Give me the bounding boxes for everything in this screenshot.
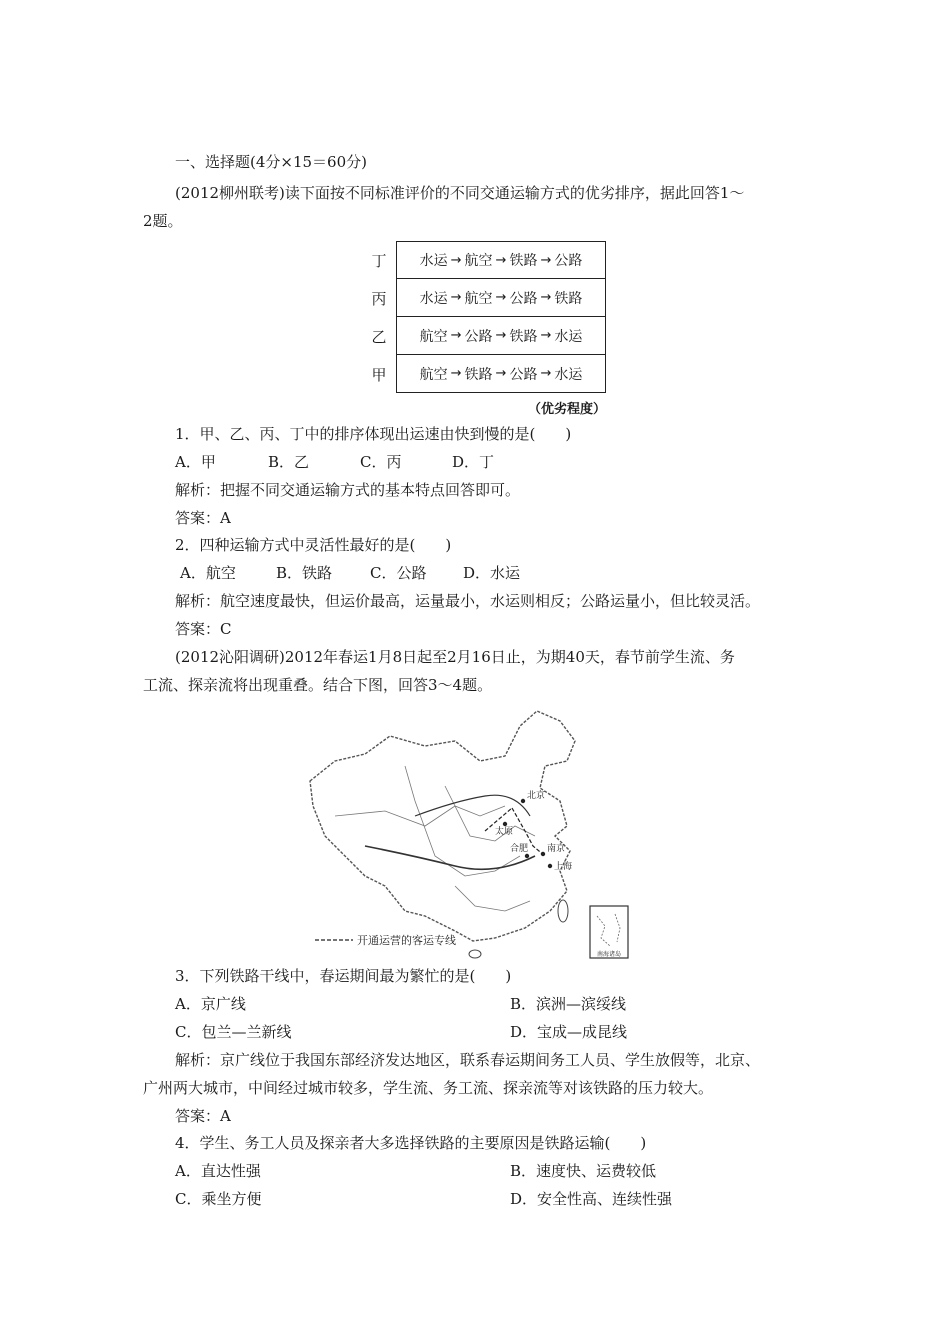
china-map-figure: [305, 706, 635, 961]
intro2-line1: (2012沁阳调研)2012年春运1月8日起至2月16日止，为期40天，春节前学生流、务: [175, 648, 735, 666]
right-arrow-icon: →: [540, 252, 552, 268]
q3-analysis-line1: 解析：京广线位于我国东部经济发达地区，联系春运期间务工人员、学生放假等，北京、: [175, 1051, 761, 1069]
map-legend: 开通运营的客运专线: [357, 934, 456, 947]
intro2-line2: 工流、探亲流将出现重叠。结合下图，回答3～4题。: [143, 676, 493, 694]
q4-option-d: D．安全性高、连续性强: [510, 1190, 673, 1208]
q4-option-b: B．速度快、运费较低: [510, 1162, 657, 1180]
ranking-item: 铁路: [509, 328, 538, 345]
q1-option-c: C．丙: [360, 453, 402, 471]
section-title: 一、选择题(4分×15＝60分): [175, 153, 367, 171]
ranking-row-label: 乙: [371, 328, 387, 346]
ranking-item: 铁路: [554, 290, 583, 307]
q2-option-a: A．航空: [180, 564, 236, 582]
q2-answer: 答案：C: [175, 620, 232, 638]
ranking-caption: （优劣程度）: [528, 402, 607, 417]
inset-label: 南海诸岛: [596, 951, 622, 958]
q1-option-a: A．甲: [175, 453, 216, 471]
q1-option-d: D．丁: [452, 453, 495, 471]
right-arrow-icon: →: [450, 366, 462, 381]
right-arrow-icon: →: [450, 328, 462, 343]
city-label: 北京: [527, 791, 546, 801]
ranking-item: 水运: [554, 366, 583, 383]
q2-stem: 2．四种运输方式中灵活性最好的是( ): [175, 536, 452, 554]
city-label: 上海: [554, 862, 573, 872]
right-arrow-icon: →: [450, 252, 462, 268]
ranking-item: 公路: [509, 290, 538, 307]
ranking-row-label: 丙: [371, 290, 387, 308]
q3-option-c: C．包兰—兰新线: [175, 1023, 292, 1041]
q2-option-b: B．铁路: [276, 564, 333, 582]
ranking-item: 航空: [419, 328, 448, 345]
intro-text-line2: 2题。: [143, 212, 183, 230]
q3-answer: 答案：A: [175, 1107, 231, 1125]
q1-option-b: B．乙: [268, 453, 310, 471]
right-arrow-icon: →: [495, 366, 507, 381]
ranking-item: 航空: [464, 290, 493, 307]
right-arrow-icon: →: [540, 366, 552, 381]
ranking-row-label: 丁: [371, 252, 387, 270]
city-label: 合肥: [510, 844, 529, 854]
ranking-item: 公路: [554, 253, 583, 269]
ranking-cell: [396, 355, 606, 393]
ranking-item: 铁路: [509, 253, 538, 269]
ranking-item: 水运: [419, 253, 448, 269]
q2-option-c: C．公路: [370, 564, 427, 582]
ranking-item: 铁路: [464, 366, 493, 383]
ranking-item: 公路: [509, 366, 538, 383]
ranking-item: 航空: [419, 366, 448, 383]
q1-answer: 答案：A: [175, 509, 231, 527]
intro-text-line1: (2012柳州联考)读下面按不同标准评价的不同交通运输方式的优劣排序，据此回答1～: [175, 184, 745, 202]
ranking-cell: [396, 279, 606, 317]
city-label: 南京: [547, 844, 566, 854]
right-arrow-icon: →: [495, 252, 507, 268]
q3-option-d: D．宝成—成昆线: [510, 1023, 628, 1041]
q2-analysis: 解析：航空速度最快，但运价最高，运量最小，水运则相反；公路运量小，但比较灵活。: [175, 592, 761, 610]
q1-analysis: 解析：把握不同交通运输方式的基本特点回答即可。: [175, 481, 521, 499]
q1-stem: 1．甲、乙、丙、丁中的排序体现出运速由快到慢的是( ): [175, 425, 572, 443]
q3-analysis-line2: 广州两大城市，中间经过城市较多，学生流、务工流、探亲流等对该铁路的压力较大。: [143, 1079, 714, 1097]
q4-option-a: A．直达性强: [175, 1162, 261, 1180]
q2-option-d: D．水运: [463, 564, 521, 582]
china-outline: [310, 711, 575, 941]
q3-option-b: B．滨洲—滨绥线: [510, 995, 627, 1013]
china-railway-map: [305, 706, 635, 961]
ranking-item: 公路: [464, 328, 493, 345]
ranking-item: 水运: [554, 328, 583, 345]
ranking-item: 水运: [419, 290, 448, 307]
ranking-item: 航空: [464, 253, 493, 269]
q3-option-a: A．京广线: [175, 995, 246, 1013]
right-arrow-icon: →: [540, 290, 552, 305]
ranking-cell: [396, 317, 606, 355]
ranking-cell: [396, 241, 606, 279]
right-arrow-icon: →: [540, 328, 552, 343]
right-arrow-icon: →: [495, 328, 507, 343]
right-arrow-icon: →: [450, 290, 462, 305]
q4-stem: 4．学生、务工人员及探亲者大多选择铁路的主要原因是铁路运输( ): [175, 1134, 647, 1152]
ranking-row-label: 甲: [371, 366, 387, 384]
q4-option-c: C．乘坐方便: [175, 1190, 262, 1208]
city-label: 太原: [495, 827, 514, 837]
right-arrow-icon: →: [495, 290, 507, 305]
q3-stem: 3．下列铁路干线中，春运期间最为繁忙的是( ): [175, 967, 512, 985]
